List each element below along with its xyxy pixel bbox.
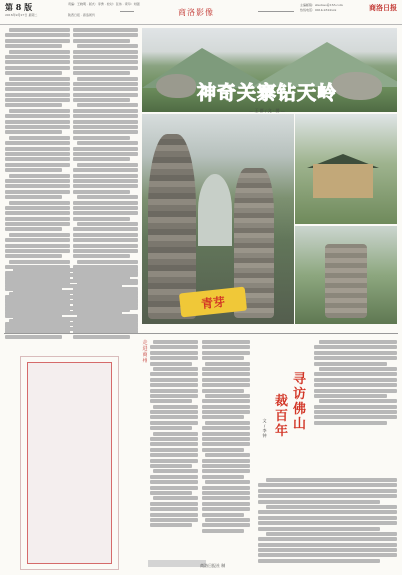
text-line — [319, 367, 397, 371]
text-line — [5, 284, 122, 288]
text-line — [5, 152, 70, 156]
text-line — [77, 141, 138, 145]
text-line — [5, 244, 70, 248]
text-line — [5, 114, 70, 118]
text-line — [202, 491, 250, 495]
text-line — [319, 340, 397, 344]
text-line — [5, 184, 70, 188]
text-line — [202, 399, 250, 403]
article-column-lower-left — [5, 268, 138, 333]
text-line — [314, 378, 397, 382]
text-line — [5, 179, 70, 183]
text-line — [314, 421, 387, 425]
text-line — [150, 378, 198, 382]
text-line — [202, 356, 244, 360]
text-line — [73, 82, 138, 86]
text-line — [202, 378, 250, 382]
text-line — [258, 500, 380, 504]
text-line — [202, 345, 250, 349]
text-line — [5, 206, 70, 210]
text-line — [202, 529, 244, 533]
text-line — [314, 383, 397, 387]
text-line — [150, 426, 192, 430]
text-line — [258, 483, 397, 487]
section-banner — [136, 4, 256, 20]
text-line — [5, 222, 70, 226]
contact-block — [300, 3, 343, 13]
text-line — [258, 521, 397, 525]
text-line — [73, 227, 138, 231]
article-column-bottom-right-top — [314, 340, 397, 426]
text-line — [258, 516, 397, 520]
text-line — [73, 93, 138, 97]
text-line — [202, 442, 250, 446]
text-line — [258, 543, 397, 547]
text-line — [314, 405, 397, 409]
text-line — [73, 174, 138, 178]
text-line — [5, 335, 62, 339]
text-line — [5, 163, 70, 167]
text-line — [73, 254, 130, 258]
text-line — [77, 44, 138, 48]
house-shape — [313, 164, 373, 198]
text-line — [202, 351, 250, 355]
text-line — [202, 486, 250, 490]
article-column-bottom-right-bottom — [258, 478, 397, 564]
masthead-logo: 商洛日报 — [369, 3, 397, 12]
text-line — [150, 351, 198, 355]
text-line — [73, 211, 138, 215]
text-line — [150, 442, 198, 446]
text-line — [314, 415, 397, 419]
text-line — [205, 394, 250, 398]
photo-feature-title: 神奇关寨钻天岭 — [196, 82, 337, 104]
text-line — [9, 50, 70, 54]
article-title-col1: 寻访佛山 — [292, 372, 306, 432]
text-line — [5, 82, 70, 86]
text-line — [5, 195, 62, 199]
text-line — [77, 195, 138, 199]
text-line — [73, 120, 138, 124]
text-line — [202, 437, 250, 441]
village-house-photo — [295, 114, 397, 224]
text-line — [5, 98, 70, 102]
text-line — [202, 448, 244, 452]
text-line — [73, 157, 130, 161]
text-line — [9, 77, 70, 81]
text-line — [258, 548, 397, 552]
banner-rule-left — [120, 11, 134, 12]
text-line — [73, 206, 138, 210]
text-line — [5, 300, 138, 304]
page-number: 第 8 版 — [5, 2, 33, 12]
text-line — [73, 217, 130, 221]
contact-line: 热线电话：0914-2322xxx — [300, 8, 337, 12]
text-line — [258, 537, 397, 541]
text-line — [77, 260, 138, 264]
page-header — [0, 0, 402, 25]
text-line — [77, 222, 138, 226]
text-line — [5, 120, 70, 124]
text-line — [5, 311, 122, 315]
text-line — [202, 415, 244, 419]
text-line — [150, 486, 198, 490]
text-line — [202, 432, 250, 436]
contact-line: 主编邮箱：sluobao@163.com — [300, 3, 343, 7]
date-line: 2016年9月27日 星期二 — [5, 13, 38, 17]
text-line — [150, 523, 192, 527]
text-line — [202, 405, 250, 409]
text-line — [202, 496, 250, 500]
text-line — [150, 475, 198, 479]
text-line — [150, 464, 192, 468]
text-line — [5, 327, 138, 331]
text-line — [153, 340, 198, 344]
text-line — [202, 464, 250, 468]
text-line — [73, 60, 138, 64]
article-title-col2: 裁百年 — [274, 394, 288, 439]
text-line — [258, 553, 397, 557]
banner-rule-right — [258, 11, 294, 12]
text-line — [73, 152, 138, 156]
text-line — [258, 559, 380, 563]
text-line — [9, 28, 70, 32]
article-column-bottom-a — [150, 340, 198, 529]
text-line — [202, 523, 250, 527]
text-line — [73, 184, 138, 188]
text-line — [153, 496, 198, 500]
text-line — [314, 345, 397, 349]
text-line — [150, 394, 198, 398]
text-line — [258, 494, 397, 498]
text-line — [73, 125, 138, 129]
text-line — [9, 136, 70, 140]
text-line — [73, 109, 138, 113]
text-line — [5, 227, 62, 231]
text-line — [13, 290, 138, 294]
text-line — [150, 459, 198, 463]
text-line — [5, 157, 70, 161]
text-line — [5, 147, 70, 151]
text-line — [314, 389, 397, 393]
text-line — [205, 421, 250, 425]
text-line — [5, 33, 70, 37]
text-line — [150, 389, 198, 393]
text-line — [150, 453, 198, 457]
text-line — [314, 394, 387, 398]
text-line — [5, 71, 62, 75]
text-line — [202, 459, 250, 463]
stone-wall-shape — [148, 134, 196, 319]
text-line — [314, 356, 397, 360]
text-line — [77, 77, 138, 81]
text-line — [150, 345, 198, 349]
text-line — [150, 362, 192, 366]
text-line — [202, 502, 250, 506]
text-line — [258, 510, 397, 514]
text-line — [150, 399, 192, 403]
gate-opening-shape — [198, 174, 232, 246]
text-line — [5, 190, 70, 194]
text-line — [9, 201, 70, 205]
text-line — [266, 478, 397, 482]
text-line — [202, 389, 244, 393]
text-line — [73, 28, 138, 32]
text-line — [73, 238, 138, 242]
text-line — [5, 254, 62, 258]
text-line — [5, 249, 70, 253]
text-line — [73, 335, 130, 339]
text-line — [150, 480, 198, 484]
stone-pillar-shape — [325, 244, 367, 318]
text-line — [73, 33, 138, 37]
text-line — [73, 66, 138, 70]
text-line — [73, 130, 138, 134]
text-line — [258, 489, 397, 493]
text-line — [153, 469, 198, 473]
text-line — [153, 367, 198, 371]
text-line — [150, 502, 198, 506]
text-line — [73, 87, 138, 91]
text-line — [150, 491, 192, 495]
text-line — [73, 244, 138, 248]
text-line — [150, 410, 198, 414]
text-line — [77, 163, 138, 167]
text-line — [266, 532, 397, 536]
text-line — [150, 518, 198, 522]
text-line — [5, 125, 70, 129]
text-line — [202, 372, 250, 376]
text-line — [13, 317, 138, 321]
text-line — [258, 527, 380, 531]
photo-caption: — 王 群 / 文 · 图 — — [249, 108, 285, 113]
footer-signoff: 商洛日报社 制 — [200, 563, 226, 568]
text-line — [5, 39, 70, 43]
text-line — [205, 518, 250, 522]
text-line — [153, 405, 198, 409]
text-line — [5, 93, 70, 97]
text-line — [150, 372, 198, 376]
text-line — [205, 453, 250, 457]
stone-pillar-photo — [295, 226, 397, 324]
text-line — [5, 141, 70, 145]
text-line — [5, 60, 70, 64]
text-line — [150, 437, 198, 441]
text-line — [73, 233, 138, 237]
text-line — [202, 426, 250, 430]
text-line — [5, 211, 70, 215]
text-line — [150, 421, 198, 425]
text-line — [5, 238, 70, 242]
section-kicker: 走进商州 — [142, 340, 148, 364]
section-title: 商洛影像 — [178, 7, 214, 17]
text-line — [73, 168, 138, 172]
text-line — [150, 448, 198, 452]
text-line — [77, 103, 138, 107]
text-line — [202, 507, 250, 511]
text-line — [5, 273, 138, 277]
text-line — [9, 174, 70, 178]
text-line — [5, 103, 62, 107]
text-line — [266, 505, 397, 509]
text-line — [9, 260, 70, 264]
text-line — [73, 147, 138, 151]
article-author: 文 / 李 钟 — [262, 418, 267, 438]
text-line — [202, 469, 250, 473]
text-line — [150, 356, 198, 360]
text-line — [5, 168, 62, 172]
text-line — [9, 109, 70, 113]
text-line — [5, 87, 70, 91]
text-line — [150, 415, 198, 419]
text-line — [314, 410, 397, 414]
text-line — [5, 279, 138, 283]
text-line — [73, 190, 130, 194]
editor-line: 责编：王晓明 · 版式：李勇 · 校对：张伟 · 责印：刘强 — [68, 2, 140, 6]
text-line — [202, 410, 250, 414]
text-line — [5, 130, 62, 134]
text-line — [73, 55, 138, 59]
text-line — [9, 233, 70, 237]
text-line — [73, 201, 138, 205]
text-line — [314, 372, 397, 376]
text-line — [5, 55, 70, 59]
text-line — [73, 114, 138, 118]
text-line — [202, 367, 250, 371]
text-line — [153, 432, 198, 436]
badge-text: 青芽 — [200, 294, 226, 311]
text-line — [73, 136, 130, 140]
text-line — [150, 507, 198, 511]
text-line — [314, 362, 387, 366]
text-line — [202, 513, 244, 517]
text-line — [5, 322, 138, 326]
text-line — [202, 340, 250, 344]
text-line — [73, 249, 138, 253]
text-line — [314, 351, 397, 355]
text-line — [150, 383, 198, 387]
sub-line: 陕西日报 · 商洛周刊 — [68, 13, 95, 17]
text-line — [5, 44, 62, 48]
text-line — [5, 306, 138, 310]
text-line — [73, 71, 130, 75]
text-line — [205, 480, 250, 484]
text-line — [73, 39, 130, 43]
poster-big-character — [48, 446, 96, 522]
text-line — [202, 383, 250, 387]
text-line — [73, 98, 130, 102]
text-line — [202, 475, 244, 479]
text-line — [205, 362, 250, 366]
text-line — [5, 217, 70, 221]
text-line — [73, 179, 138, 183]
text-line — [319, 399, 397, 403]
text-line — [73, 50, 138, 54]
section-divider — [4, 333, 398, 334]
text-line — [13, 268, 138, 272]
text-line — [150, 513, 198, 517]
article-column-bottom-b — [202, 340, 250, 534]
text-line — [5, 295, 138, 299]
footer-ad-strip — [148, 560, 206, 567]
text-line — [5, 66, 70, 70]
